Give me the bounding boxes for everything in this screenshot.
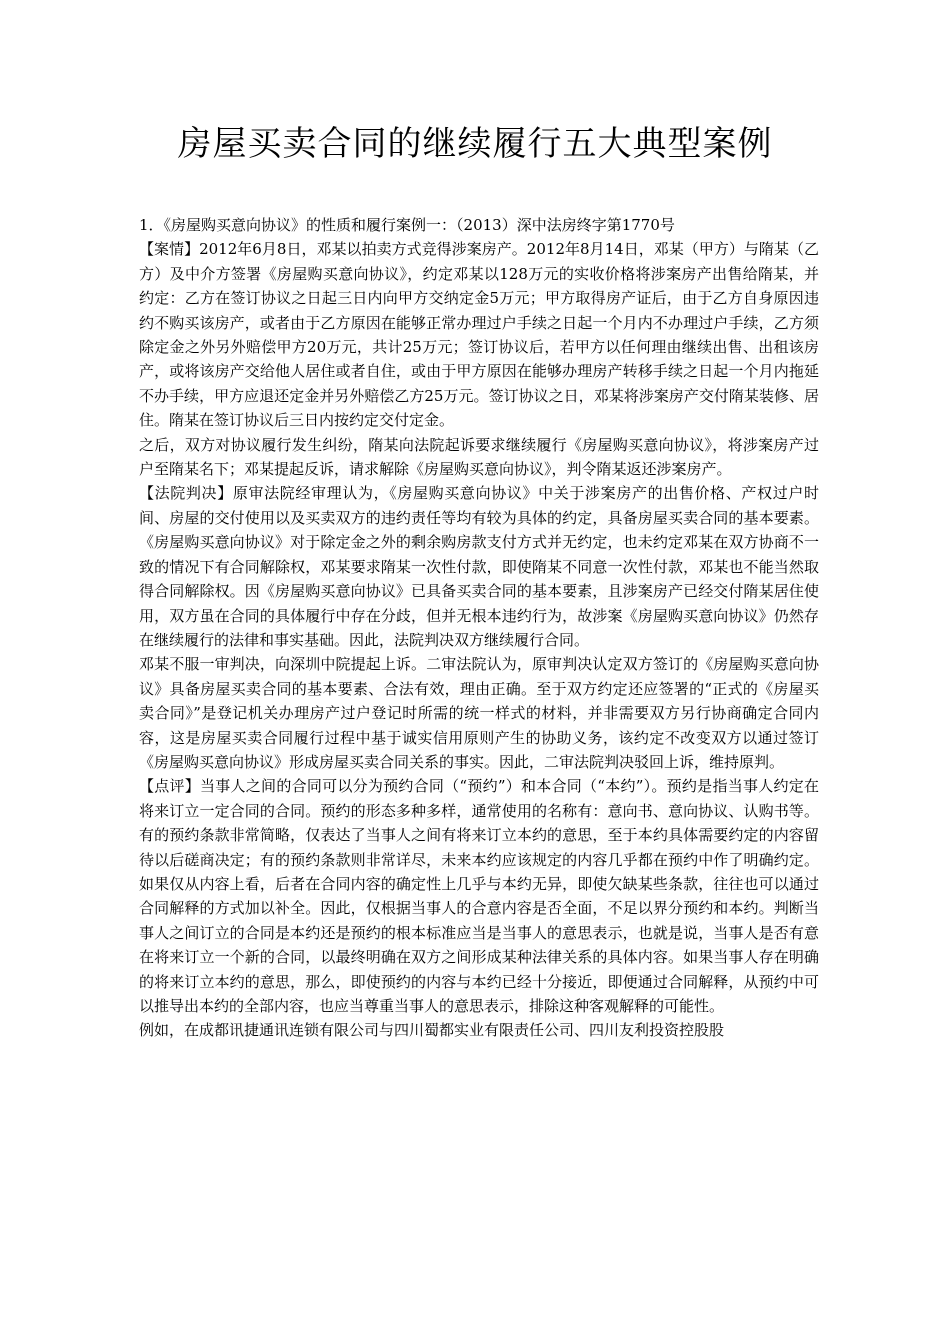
paragraph-court-judgment xyxy=(139,481,819,652)
paragraph-text: 1．《房屋购买意向协议》的性质和履行案例一：（2013）深中法房终字第1770号 xyxy=(139,216,675,234)
paragraph-appeal xyxy=(139,652,819,774)
paragraph-case-heading xyxy=(139,213,819,237)
paragraph-commentary xyxy=(139,774,819,1018)
document-title: 房屋买卖合同的继续履行五大典型案例 xyxy=(177,124,773,164)
section-label-case-facts: 【案情】 xyxy=(139,240,200,259)
section-label-commentary: 【点评】 xyxy=(139,777,201,796)
paragraph-text: 2012年6月8日，邓某以拍卖方式竞得涉案房产。2012年8月14日，邓某（甲方）与隋某（乙方）及中介方签署《房屋购买意向协议》，约定邓某以128万元的实收价格将涉案房产出售给隋某，并约定：乙方在签订协议之日起三日内向甲方交纳定金5万元；甲方取得房产证后，由于乙方自身原因违约不购买该房产，或者由于乙方原因在能够正常办理过户手续之日起一个月内不办理过户手续，乙方须除定金之外另外赔偿甲方20万元，共计25万元；签订协议后，若甲方以任何理由继续出售、出租该房产，或将该房产交给他人居住或者自住，或由于甲方原因在能够办理房产转移手续之日起一个月内拖延不办手续，甲方应退还定金并另外赔偿乙方25万元。签订协议之日，邓某将涉案房产交付隋某装修、居住。隋某在签订协议后三日内按约定交付定金。 xyxy=(139,240,819,430)
paragraph-dispute xyxy=(139,433,819,482)
paragraph-text: 例如，在成都讯捷通讯连锁有限公司与四川蜀都实业有限责任公司、四川友利投资控股股 xyxy=(139,1021,725,1040)
paragraph-case-facts xyxy=(139,237,819,432)
paragraph-text: 之后，双方对协议履行发生纠纷，隋某向法院起诉要求继续履行《房屋购买意向协议》，将涉案房产过户至隋某名下；邓某提起反诉，请求解除《房屋购买意向协议》，判令隋某返还涉案房产。 xyxy=(139,435,819,479)
document-body xyxy=(139,213,819,1043)
section-label-court-judgment: 【法院判决】 xyxy=(139,484,233,503)
paragraph-example xyxy=(139,1018,819,1042)
paragraph-text: 邓某不服一审判决，向深圳中院提起上诉。二审法院认为，原审判决认定双方签订的《房屋购买意向协议》具备房屋买卖合同的基本要素、合法有效，理由正确。至于双方约定还应签署的“正式的《房屋买卖合同》”是登记机关办理房产过户登记时所需的统一样式的材料，并非需要双方另行协商确定合同内容，这是房屋买卖合同履行过程中基于诚实信用原则产生的协助义务，该约定不改变双方以通过签订《房屋购买意向协议》形成房屋买卖合同关系的事实。因此，二审法院判决驳回上诉，维持原判。 xyxy=(139,655,819,771)
paragraph-text: 原审法院经审理认为，《房屋购买意向协议》中关于涉案房产的出售价格、产权过户时间、房屋的交付使用以及买卖双方的违约责任等均有较为具体的约定，具备房屋买卖合同的基本要素。《房屋购买意向协议》对于除定金之外的剩余购房款支付方式并无约定，也未约定邓某在双方协商不一致的情况下有合同解除权，邓某要求隋某一次性付款，即使隋某不同意一次性付款，邓某也不能当然取得合同解除权。因《房屋购买意向协议》已具备买卖合同的基本要素，且涉案房产已经交付隋某居住使用，双方虽在合同的具体履行中存在分歧，但并无根本违约行为，故涉案《房屋购买意向协议》仍然存在继续履行的法律和事实基础。因此，法院判决双方继续履行合同。 xyxy=(139,484,819,649)
paragraph-text: 当事人之间的合同可以分为预约合同（“预约”）和本合同（“本约”）。预约是指当事人约定在将来订立一定合同的合同。预约的形态多种多样，通常使用的名称有：意向书、意向协议、认购书等。有的预约条款非常简略，仅表达了当事人之间有将来订立本约的意思，至于本约具体需要约定的内容留待以后磋商决定；有的预约条款则非常详尽，未来本约应该规定的内容几乎都在预约中作了明确约定。如果仅从内容上看，后者在合同内容的确定性上几乎与本约无异，即使欠缺某些条款，往往也可以通过合同解释的方式加以补全。因此，仅根据当事人的合意内容是否全面，不足以界分预约和本约。判断当事人之间订立的合同是本约还是预约的根本标准应当是当事人的意思表示，也就是说，当事人是否有意在将来订立一个新的合同，以最终明确在双方之间形成某种法律关系的具体内容。如果当事人存在明确的将来订立本约的意思，那么，即使预约的内容与本约已经十分接近，即便通过合同解释，从预约中可以推导出本约的全部内容，也应当尊重当事人的意思表示，排除这种客观解释的可能性。 xyxy=(139,777,819,1015)
